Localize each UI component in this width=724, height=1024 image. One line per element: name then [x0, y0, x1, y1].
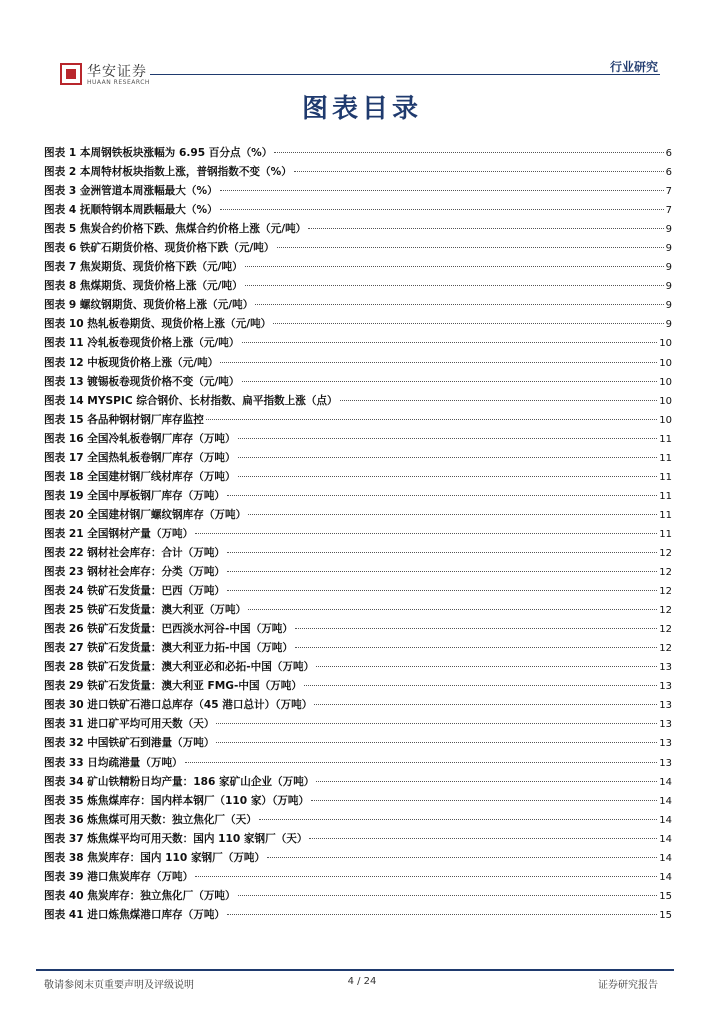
toc-leader-dots [238, 438, 658, 439]
toc-entry[interactable] [44, 392, 672, 411]
toc-entry[interactable] [44, 277, 672, 296]
toc-leader-dots [273, 323, 663, 324]
toc-leader-dots [309, 838, 657, 839]
toc-entry[interactable] [44, 582, 672, 601]
toc-leader-dots [185, 762, 658, 763]
toc-entry-label[interactable]: 图表 1 本周钢铁板块涨幅为 6.95 百分点（%） [44, 147, 273, 159]
toc-entry[interactable] [44, 734, 672, 753]
toc-leader-dots [308, 228, 663, 229]
footer-report-type: 证券研究报告 [598, 980, 658, 991]
toc-leader-dots [294, 171, 664, 172]
toc-entry-label[interactable]: 图表 9 螺纹钢期货、现货价格上涨（元/吨） [44, 299, 254, 312]
toc-entry[interactable] [44, 563, 672, 582]
toc-entry-page-number[interactable]: 12 [659, 624, 672, 636]
toc-leader-dots [245, 285, 664, 286]
section-label: 行业研究 [609, 60, 658, 74]
page-indicator: 4 / 24 [347, 976, 377, 987]
toc-entry[interactable] [44, 639, 672, 658]
footer-disclaimer: 敬请参阅末页重要声明及评级说明 [44, 980, 194, 991]
toc-leader-dots [220, 190, 664, 191]
toc-entry[interactable] [44, 201, 672, 220]
toc-leader-dots [248, 514, 657, 515]
toc-leader-dots [227, 495, 657, 496]
toc-entry-page-number[interactable]: 9 [665, 281, 672, 293]
toc-entry-label[interactable]: 图表 18 全国建材钢厂线材库存（万吨） [44, 470, 236, 483]
toc-leader-dots [245, 266, 664, 267]
toc-leader-dots [227, 571, 657, 572]
toc-entry-label[interactable]: 图表 33 日均疏港量（万吨） [44, 756, 183, 769]
toc-entry-page-number[interactable]: 13 [659, 738, 672, 750]
toc-entry-page-number[interactable]: 12 [659, 586, 672, 598]
toc-entry[interactable] [44, 163, 672, 182]
toc-entry[interactable] [44, 258, 672, 277]
toc-entry-label[interactable]: 图表 23 钢材社会库存：分类（万吨） [44, 566, 226, 579]
toc-entry[interactable] [44, 487, 672, 506]
toc-entry[interactable] [44, 811, 672, 830]
toc-leader-dots [267, 857, 657, 858]
toc-leader-dots [255, 304, 663, 305]
toc-entry-page-number[interactable]: 14 [659, 795, 672, 807]
toc-entry-page-number[interactable]: 7 [665, 205, 672, 217]
toc-leader-dots [238, 476, 658, 477]
toc-entry-label[interactable]: 图表 25 铁矿石发货量：澳大利亚（万吨） [44, 604, 247, 617]
toc-entry-label[interactable]: 图表 10 热轧板卷期货、现货价格上涨（元/吨） [44, 318, 272, 331]
toc-entry[interactable] [44, 296, 672, 315]
toc-entry[interactable] [44, 792, 672, 811]
toc-entry-label[interactable]: 图表 19 全国中厚板钢厂库存（万吨） [44, 489, 226, 502]
toc-entry-page-number[interactable]: 11 [659, 433, 672, 445]
toc-entry[interactable] [44, 468, 672, 487]
toc-entry[interactable] [44, 144, 672, 163]
toc-entry-label[interactable]: 图表 32 中国铁矿石到港量（万吨） [44, 737, 215, 750]
toc-leader-dots [238, 895, 658, 896]
toc-entry-label[interactable]: 图表 24 铁矿石发货量：巴西（万吨） [44, 585, 226, 598]
toc-entry-page-number[interactable]: 14 [659, 833, 672, 845]
toc-entry-label[interactable]: 图表 31 进口矿平均可用天数（天） [44, 718, 215, 731]
toc-entry-label[interactable]: 图表 34 矿山铁精粉日均产量：186 家矿山企业（万吨） [44, 775, 315, 788]
footer-divider [36, 969, 674, 971]
toc-entry-page-number[interactable]: 6 [665, 148, 672, 159]
toc-entry-label[interactable]: 图表 4 抚顺特钢本周跌幅最大（%） [44, 204, 218, 217]
toc-entry-label[interactable]: 图表 35 炼焦煤库存：国内样本钢厂（110 家）（万吨） [44, 794, 310, 807]
toc-entry-label[interactable]: 图表 13 镀锡板卷现货价格不变（元/吨） [44, 375, 240, 388]
page-title: 图表目录 [301, 94, 422, 124]
header-divider [150, 74, 660, 75]
toc-entry-label[interactable]: 图表 22 钢材社会库存：合计（万吨） [44, 546, 226, 559]
toc-entry[interactable] [44, 411, 672, 430]
toc-entry[interactable] [44, 239, 672, 258]
toc-entry-page-number[interactable]: 9 [665, 262, 672, 274]
toc-entry-page-number[interactable]: 12 [659, 567, 672, 579]
toc-leader-dots [316, 666, 657, 667]
logo-subtext: HUAAN RESEARCH [87, 79, 150, 86]
toc-entry-label[interactable]: 图表 21 全国钢材产量（万吨） [44, 527, 194, 540]
toc-leader-dots [238, 457, 658, 458]
toc-entry-label[interactable]: 图表 8 焦煤期货、现货价格上涨（元/吨） [44, 280, 243, 293]
toc-entry-page-number[interactable]: 11 [659, 471, 672, 483]
toc-leader-dots [195, 533, 657, 534]
toc-entry-page-number[interactable]: 12 [659, 605, 672, 617]
toc-entry[interactable] [44, 182, 672, 201]
toc-entry-page-number[interactable]: 11 [659, 509, 672, 521]
toc-leader-dots [316, 781, 657, 782]
toc-entry[interactable] [44, 430, 672, 449]
toc-leader-dots [295, 628, 657, 629]
toc-entry-label[interactable]: 图表 37 炼焦煤平均可用天数：国内 110 家钢厂（天） [44, 832, 308, 845]
toc-entry-page-number[interactable]: 13 [659, 681, 672, 693]
toc-leader-dots [227, 552, 657, 553]
toc-leader-dots [227, 914, 657, 915]
toc-entry-page-number[interactable]: 6 [665, 167, 672, 179]
toc-entry[interactable] [44, 830, 672, 849]
toc-entry-page-number[interactable]: 10 [659, 395, 672, 407]
toc-entry[interactable] [44, 506, 672, 525]
toc-entry[interactable] [44, 373, 672, 392]
toc-entry-page-number[interactable]: 15 [659, 909, 672, 921]
toc-entry-label[interactable]: 图表 38 焦炭库存：国内 110 家钢厂（万吨） [44, 851, 266, 864]
toc-leader-dots [274, 152, 663, 153]
company-logo-icon [60, 63, 82, 85]
toc-entry-label[interactable]: 图表 16 全国冷轧板卷钢厂库存（万吨） [44, 432, 236, 445]
toc-entry-label[interactable]: 图表 29 铁矿石发货量：澳大利亚 FMG-中国（万吨） [44, 680, 302, 693]
toc-entry-page-number[interactable]: 10 [659, 338, 672, 350]
toc-entry[interactable] [44, 868, 672, 887]
toc-entry[interactable] [44, 754, 672, 773]
toc-entry-label[interactable]: 图表 12 中板现货价格上涨（元/吨） [44, 356, 219, 369]
toc-leader-dots [304, 685, 657, 686]
toc-entry[interactable] [44, 601, 672, 620]
toc-entry[interactable] [44, 449, 672, 468]
toc-entry-page-number[interactable]: 12 [659, 547, 672, 559]
toc-entry-label[interactable]: 图表 28 铁矿石发货量：澳大利亚必和必拓-中国（万吨） [44, 661, 315, 674]
toc-entry-label[interactable]: 图表 36 炼焦煤可用天数：独立焦化厂（天） [44, 813, 257, 826]
toc-entry-page-number[interactable]: 11 [659, 528, 672, 540]
toc-entry-page-number[interactable]: 13 [659, 719, 672, 731]
toc-leader-dots [220, 209, 664, 210]
toc-entry-page-number[interactable]: 13 [659, 700, 672, 712]
toc-entry[interactable] [44, 334, 672, 353]
toc-leader-dots [248, 609, 657, 610]
toc-entry-label[interactable]: 图表 41 进口炼焦煤港口库存（万吨） [44, 908, 226, 921]
toc-entry-page-number[interactable]: 9 [665, 319, 672, 331]
toc-leader-dots [242, 381, 658, 382]
toc-entry-label[interactable]: 图表 26 铁矿石发货量：巴西淡水河谷-中国（万吨） [44, 623, 293, 636]
toc-entry[interactable] [44, 773, 672, 792]
toc-entry-page-number[interactable]: 12 [659, 643, 672, 655]
toc-leader-dots [220, 362, 657, 363]
toc-entry-label[interactable]: 图表 6 铁矿石期货价格、现货价格下跌（元/吨） [44, 242, 275, 255]
toc-entry-page-number[interactable]: 14 [659, 852, 672, 864]
toc-entry-label[interactable]: 图表 15 各品种钢材钢厂库存监控 [44, 413, 204, 426]
toc-entry[interactable] [44, 677, 672, 696]
table-of-figures [44, 144, 672, 925]
toc-entry-page-number[interactable]: 9 [665, 243, 672, 255]
toc-entry-page-number[interactable]: 14 [659, 871, 672, 883]
toc-entry[interactable] [44, 658, 672, 677]
toc-entry-page-number[interactable]: 14 [659, 814, 672, 826]
toc-entry-label[interactable]: 图表 5 焦炭合约价格下跌、焦煤合约价格上涨（元/吨） [44, 223, 307, 236]
toc-leader-dots [340, 400, 658, 401]
toc-entry-page-number[interactable]: 13 [659, 662, 672, 674]
toc-leader-dots [277, 247, 664, 248]
toc-leader-dots [259, 819, 657, 820]
toc-entry-page-number[interactable]: 9 [665, 300, 672, 312]
toc-leader-dots [242, 342, 658, 343]
toc-entry-page-number[interactable]: 9 [665, 224, 672, 236]
toc-entry-page-number[interactable]: 11 [659, 452, 672, 464]
toc-entry-page-number[interactable]: 15 [659, 890, 672, 902]
toc-entry-page-number[interactable]: 11 [659, 490, 672, 502]
toc-leader-dots [195, 876, 657, 877]
toc-entry-label[interactable]: 图表 14 MYSPIC 综合钢价、长材指数、扁平指数上涨（点） [44, 394, 338, 407]
toc-entry[interactable] [44, 354, 672, 373]
toc-entry-label[interactable]: 图表 11 冷轧板卷现货价格上涨（元/吨） [44, 337, 240, 350]
toc-leader-dots [216, 742, 657, 743]
toc-entry[interactable] [44, 887, 672, 906]
toc-entry[interactable] [44, 544, 672, 563]
toc-entry[interactable] [44, 906, 672, 925]
toc-leader-dots [227, 590, 657, 591]
toc-entry-label[interactable]: 图表 39 港口焦炭库存（万吨） [44, 870, 194, 883]
toc-leader-dots [314, 704, 657, 705]
toc-entry-label[interactable]: 图表 7 焦炭期货、现货价格下跌（元/吨） [44, 261, 243, 274]
toc-entry-page-number[interactable]: 7 [665, 186, 672, 198]
toc-entry[interactable] [44, 715, 672, 734]
page-header [0, 0, 724, 90]
toc-entry-page-number[interactable]: 10 [659, 376, 672, 388]
toc-entry[interactable] [44, 220, 672, 239]
toc-leader-dots [295, 647, 657, 648]
toc-entry-page-number[interactable]: 14 [659, 776, 672, 788]
toc-entry-page-number[interactable]: 10 [659, 414, 672, 426]
toc-entry-label[interactable]: 图表 27 铁矿石发货量：澳大利亚力拓-中国（万吨） [44, 642, 293, 655]
toc-entry[interactable] [44, 849, 672, 868]
toc-entry[interactable] [44, 315, 672, 334]
toc-entry[interactable] [44, 525, 672, 544]
toc-entry[interactable] [44, 620, 672, 639]
toc-leader-dots [311, 800, 657, 801]
toc-leader-dots [216, 723, 657, 724]
toc-entry-label[interactable]: 图表 2 本周特材板块指数上涨，普钢指数不变（%） [44, 166, 292, 179]
toc-entry-label[interactable]: 图表 30 进口铁矿石港口总库存（45 港口总计）（万吨） [44, 699, 313, 712]
toc-entry-label[interactable]: 图表 20 全国建材钢厂螺纹钢库存（万吨） [44, 508, 247, 521]
toc-entry-label[interactable]: 图表 3 金洲管道本周涨幅最大（%） [44, 185, 218, 198]
toc-entry-label[interactable]: 图表 17 全国热轧板卷钢厂库存（万吨） [44, 451, 236, 464]
toc-leader-dots [206, 419, 657, 420]
toc-entry[interactable] [44, 696, 672, 715]
toc-entry-page-number[interactable]: 13 [659, 757, 672, 769]
toc-entry-page-number[interactable]: 10 [659, 357, 672, 369]
toc-entry-label[interactable]: 图表 40 焦炭库存：独立焦化厂（万吨） [44, 889, 236, 902]
logo-text: 华安证券 [87, 64, 147, 80]
